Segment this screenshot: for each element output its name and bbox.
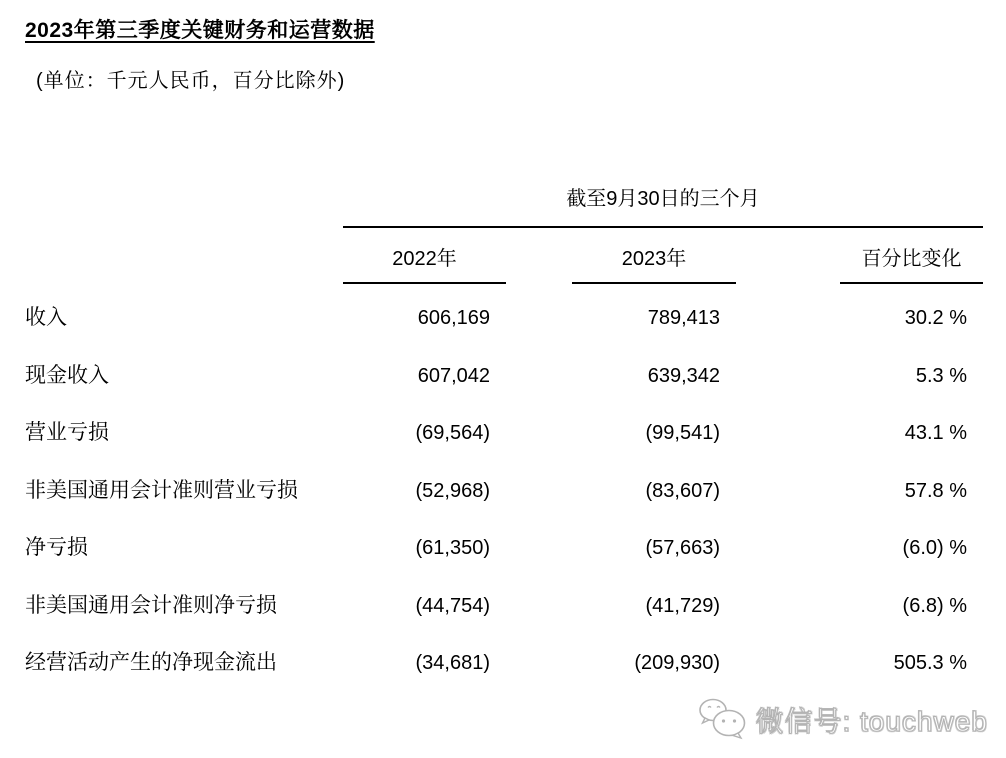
value-pct-change: 57.8 % xyxy=(904,480,967,502)
value-2023: (99,541) xyxy=(645,422,720,444)
value-pct-change: 43.1 % xyxy=(904,422,967,444)
row-label: 净亏损 xyxy=(25,536,88,559)
table-row xyxy=(0,418,1006,448)
table-row xyxy=(0,476,1006,506)
table-row xyxy=(0,533,1006,563)
row-label: 营业亏损 xyxy=(25,421,109,444)
wechat-id-label: 微信号: touchweb xyxy=(755,706,988,737)
unit-note: (单位：千元人民币，百分比除外) xyxy=(36,70,346,92)
column-header-2022: 2022年 xyxy=(343,242,506,284)
wechat-watermark xyxy=(696,696,988,744)
column-header-2023: 2023年 xyxy=(572,242,736,284)
table-period-header: 截至9月30日的三个月 xyxy=(566,188,760,210)
value-2022: 606,169 xyxy=(417,307,490,329)
table-row xyxy=(0,648,1006,678)
table-row xyxy=(0,303,1006,333)
value-2023: 789,413 xyxy=(647,307,720,329)
row-label: 收入 xyxy=(25,306,67,329)
row-label: 非美国通用会计准则营业亏损 xyxy=(25,479,298,502)
page-title: 2023年第三季度关键财务和运营数据 xyxy=(25,19,375,42)
row-label: 非美国通用会计准则净亏损 xyxy=(25,594,277,617)
row-label: 现金收入 xyxy=(25,364,109,387)
value-pct-change: (6.0) % xyxy=(902,537,967,559)
value-2023: (41,729) xyxy=(645,595,720,617)
value-pct-change: 5.3 % xyxy=(915,365,967,387)
value-2022: (69,564) xyxy=(415,422,490,444)
value-2022: (44,754) xyxy=(415,595,490,617)
table-row xyxy=(0,591,1006,621)
value-2022: 607,042 xyxy=(417,365,490,387)
value-2023: (57,663) xyxy=(645,537,720,559)
value-2023: (209,930) xyxy=(634,652,720,674)
value-pct-change: 505.3 % xyxy=(893,652,967,674)
value-pct-change: (6.8) % xyxy=(902,595,967,617)
value-2023: 639,342 xyxy=(647,365,720,387)
period-header-rule xyxy=(343,226,983,228)
table-row xyxy=(0,361,1006,391)
value-2022: (61,350) xyxy=(415,537,490,559)
row-label: 经营活动产生的净现金流出 xyxy=(25,651,277,674)
value-2022: (52,968) xyxy=(415,480,490,502)
value-2022: (34,681) xyxy=(415,652,490,674)
wechat-icon xyxy=(696,696,748,744)
value-2023: (83,607) xyxy=(645,480,720,502)
value-pct-change: 30.2 % xyxy=(904,307,967,329)
column-header-pct-change: 百分比变化 xyxy=(840,242,983,284)
